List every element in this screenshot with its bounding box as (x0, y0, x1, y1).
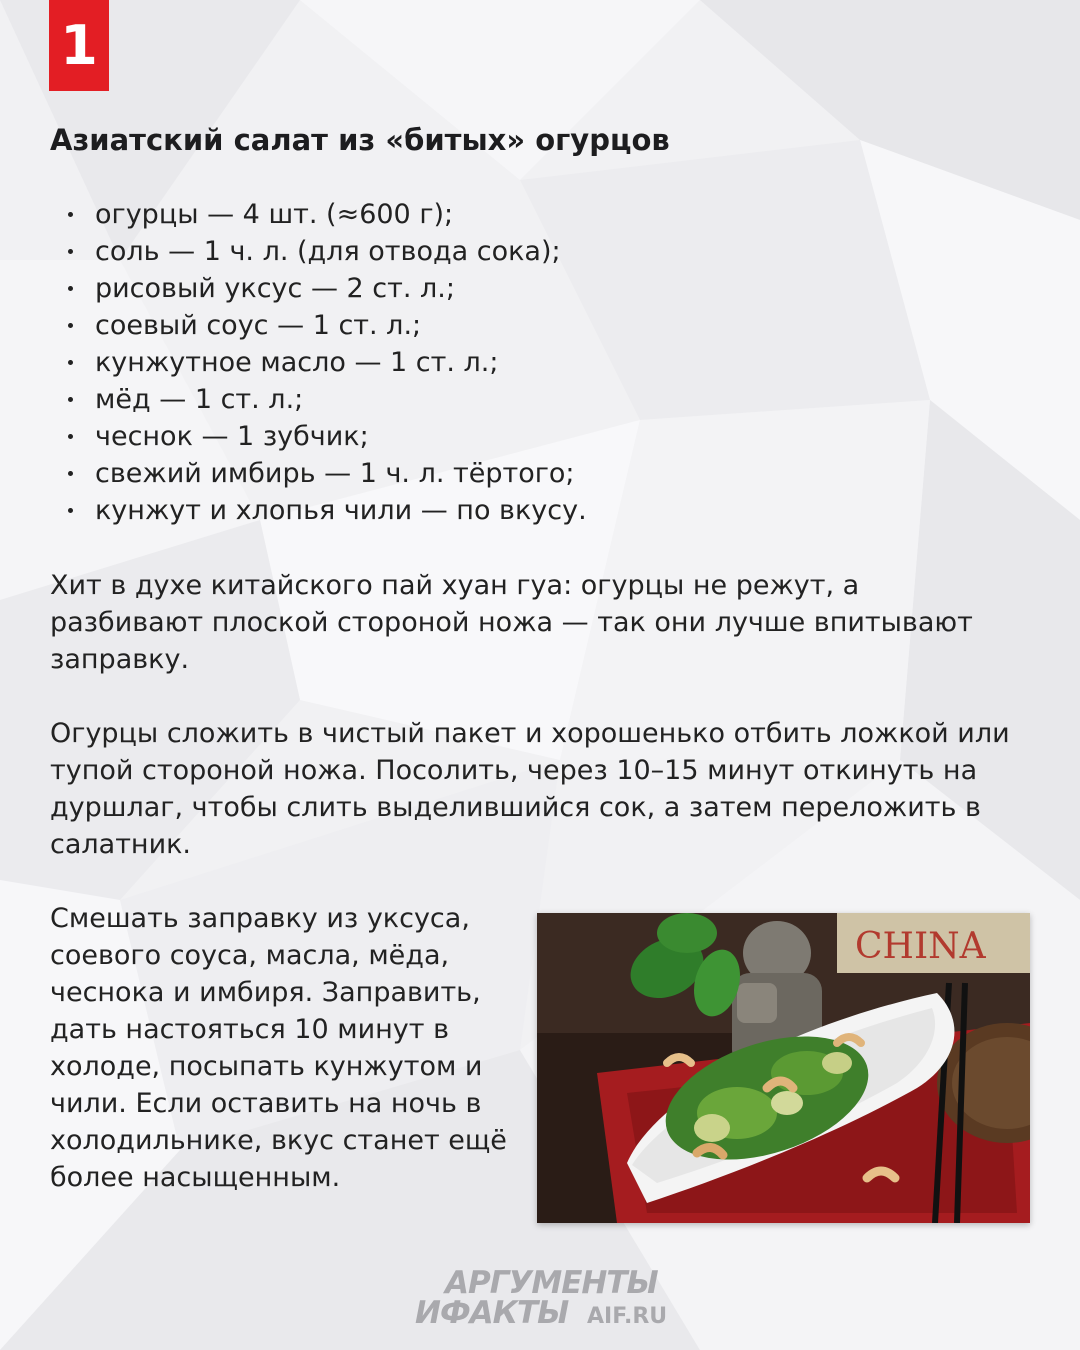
ingredient-item: мёд — 1 ст. л.; (50, 381, 1030, 418)
ingredient-item: свежий имбирь — 1 ч. л. тёртого; (50, 455, 1030, 492)
bullet-icon (68, 508, 73, 513)
intro-paragraph: Хит в духе китайского пай хуан гуа: огурцы не режут, а разбивают плоской стороной ножа — так они лучше впитывают заправку. (50, 570, 973, 675)
bullet-icon (68, 397, 73, 402)
salad-photo (537, 913, 1030, 1223)
recipe-title: Азиатский салат из «битых» огурцов (50, 123, 670, 157)
step-2-paragraph: Смешать заправку из уксуса, соевого соуса, масла, мёда, чеснока и имбиря. Заправить, дать настояться 10 минут в холоде, посыпать кунжутом и чили. Если оставить на ночь в холодильнике, вкус станет ещё более насыщенным. (50, 903, 507, 1193)
step-1-paragraph: Огурцы сложить в чистый пакет и хорошенько отбить ложкой или тупой стороной ножа. Посолить, через 10–15 минут откинуть на дуршлаг, чтобы слить выделившийся сок, а затем переложить в салатник. (50, 718, 1010, 860)
bullet-icon (68, 286, 73, 291)
logo-line-1: АРГУМЕНТЫ (445, 1265, 658, 1301)
ingredient-item: рисовый уксус — 2 ст. л.; (50, 270, 1030, 307)
logo-site: AIF.RU (587, 1304, 668, 1329)
ingredient-item: огурцы — 4 шт. (≈600 г); (50, 196, 1030, 233)
ingredient-item: соль — 1 ч. л. (для отвода сока); (50, 233, 1030, 270)
sign-text: CHINA (855, 926, 986, 967)
bullet-icon (68, 323, 73, 328)
bullet-icon (68, 249, 73, 254)
ingredient-item: чеснок — 1 зубчик; (50, 418, 1030, 455)
logo-line-2: ИФАКТЫ (415, 1295, 569, 1331)
step-number-badge: 1 (49, 0, 109, 91)
bullet-icon (68, 360, 73, 365)
bullet-icon (68, 434, 73, 439)
ingredient-list (50, 196, 1030, 529)
salad-illustration (537, 913, 1030, 1223)
bullet-icon (68, 471, 73, 476)
aif-logo (415, 1266, 695, 1330)
ingredient-item: кунжут и хлопья чили — по вкусу. (50, 492, 1030, 529)
ingredient-item: соевый соус — 1 ст. л.; (50, 307, 1030, 344)
ingredient-item: кунжутное масло — 1 ст. л.; (50, 344, 1030, 381)
bullet-icon (68, 212, 73, 217)
